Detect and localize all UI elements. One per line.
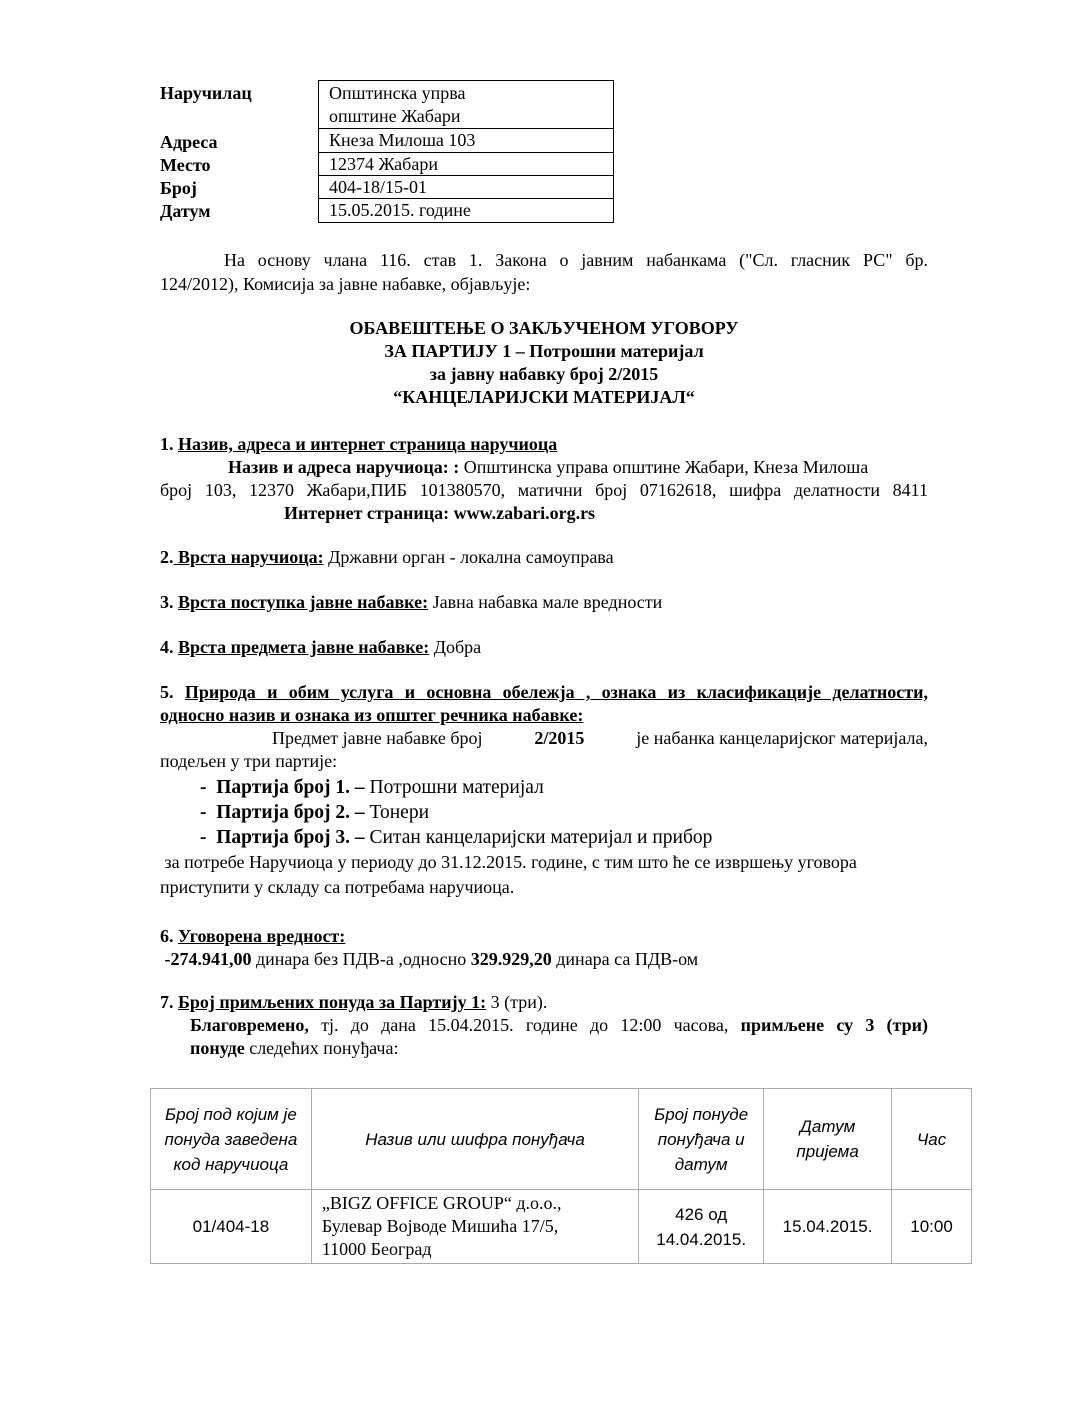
deadline-text: тј. до дана 15.04.2015. године до 12:00 часова, (308, 1015, 741, 1035)
header-registration-number: Број под којим је понуда заведена код наручиоца (151, 1089, 312, 1190)
table-row (151, 1190, 972, 1264)
section-7-value: 3 (три). (486, 992, 548, 1012)
received-text: примљене су 3 (три) (740, 1015, 928, 1035)
offers-label: понуде (190, 1038, 245, 1058)
section-2 (160, 546, 614, 569)
lot-1-text: Потрошни материјал (364, 777, 544, 798)
section-7-title: Број примљених понуда за Партију 1: (178, 992, 487, 1012)
header-bidder-name: Назив или шифра понуђача (311, 1089, 638, 1190)
section-4-title: Врста предмета јавне набавке: (178, 637, 430, 657)
website: Интернет страница: www.zabari.org.rs (284, 503, 596, 523)
procurement-number: 2/2015 (534, 728, 585, 748)
lot-2-text: Тонери (364, 802, 430, 823)
section-7-line2 (190, 1037, 398, 1060)
offer-number-line2: 14.04.2015. (656, 1229, 747, 1249)
section-3-value: Јавна набавка мале вредности (432, 592, 663, 612)
title-line1: ОБАВЕШТЕЊЕ О ЗАКЉУЧЕНОМ УГОВОРУ (349, 318, 739, 338)
label-number: Број (160, 178, 197, 198)
section-3-title: Врста поступка јавне набавке: (178, 592, 429, 612)
client-name-text: Општинска управа општине Жабари, Кнеза Милоша (463, 457, 869, 477)
number-cell: 404-18/15-01 (319, 176, 613, 199)
section-2-title: Врста наручиоца: (173, 547, 324, 567)
label-client: Наручилац (160, 83, 252, 103)
contract-value (160, 948, 698, 971)
client-line1: Општинска упрва (329, 83, 466, 103)
value-end-text: динара са ПДВ-ом (551, 949, 699, 969)
value-with-vat: 329.929,20 (470, 949, 552, 969)
label-address: Адреса (160, 132, 218, 152)
label-date: Датум (160, 201, 211, 221)
bids-table (150, 1088, 972, 1264)
lot-item-3: - Партија број 3. – Ситан канцеларијски материјал и прибор (200, 827, 713, 848)
section-4-value: Добра (433, 637, 482, 657)
section-6-title: Уговорена вредност: (178, 926, 346, 946)
section-4 (160, 636, 481, 659)
section-1-heading (160, 433, 557, 456)
label-place: Место (160, 155, 211, 175)
section-5-title: Природа и обим услуга и основна обележја , ознака из класификације делатности, (184, 682, 929, 702)
section-6-heading (160, 925, 345, 948)
section-1-title: Назив, адреса и интернет страница наручиоца (178, 434, 558, 454)
lot-3-text: Ситан канцеларијски материјал и прибор (364, 827, 713, 848)
client-line2: општине Жабари (329, 106, 461, 126)
section-7-heading (160, 991, 547, 1014)
section-6-number: 6. (160, 926, 174, 946)
lot-1-label: Партија број 1. – (216, 777, 365, 798)
section-1-number: 1. (160, 434, 174, 454)
cell-time: 10:00 (892, 1190, 972, 1264)
bidder-name-line2: Булевар Војводе Мишића 17/5, (321, 1216, 559, 1236)
lot-item-1: - Партија број 1. – Потрошни материјал (200, 777, 544, 798)
client-cell (319, 81, 613, 129)
lot-item-2: - Партија број 2. – Тонери (200, 802, 430, 823)
section-5-p4: приступити у складу са потребама наручиоца. (160, 877, 515, 897)
title-line3: за јавну набавку број 2/2015 (429, 364, 659, 384)
client-name-label: Назив и адреса наручиоца: : (228, 457, 460, 477)
intro-line2: 124/2012), Комисија за јавне набавке, објављује: (160, 274, 531, 294)
date-cell: 15.05.2015. године (329, 200, 471, 220)
subject-text-end: је набанка канцеларијског материјала, (636, 728, 928, 748)
bidders-text: следећих понуђача: (244, 1038, 399, 1058)
header-offer-number: Број понуде понуђача и датум (639, 1089, 764, 1190)
lot-2-label: Партија број 2. – (216, 802, 365, 823)
bidder-name-line3: 11000 Београд (321, 1239, 432, 1259)
section-3-number: 3. (160, 592, 174, 612)
section-5-heading2: односно назив и ознака из општег речника набавке: (160, 705, 584, 725)
lot-3-label: Партија број 3. – (216, 827, 365, 848)
section-2-value: Државни орган - локална самоуправа (328, 547, 614, 567)
timely-label: Благовремено, (190, 1015, 309, 1035)
intro-line1: На основу члана 116. став 1. Закона о јавним набанкама ("Сл. гласник РС" бр. (224, 250, 928, 270)
section-5-heading1 (160, 681, 928, 704)
section-7-number: 7. (160, 992, 174, 1012)
offer-number-line1: 426 од (675, 1204, 728, 1224)
subject-text: Предмет јавне набавке број (272, 728, 483, 748)
section-1-line1 (228, 456, 868, 479)
section-5-p3: за потребе Наручиоца у периоду до 31.12.2015. године, с тим што ће се извршењу уговора (160, 852, 857, 872)
value-mid-text: динара без ПДВ-а ,односно (251, 949, 471, 969)
cell-receipt-date: 15.04.2015. (764, 1190, 892, 1264)
value-without-vat: -274.941,00 (160, 949, 252, 969)
header-info-box (318, 80, 614, 223)
header-time: Час (892, 1089, 972, 1190)
address-cell: Кнеза Милоша 103 (319, 129, 613, 153)
section-5-p2: подељен у три партије: (160, 751, 338, 771)
section-2-number: 2. (160, 547, 174, 567)
section-3 (160, 591, 662, 614)
title-line2: ЗА ПАРТИЈУ 1 – Потрошни материјал (384, 341, 704, 361)
cell-registration-number: 01/404-18 (151, 1190, 312, 1264)
cell-offer-number (639, 1190, 764, 1264)
place-cell: 12374 Жабари (319, 153, 613, 176)
header-receipt-date: Датум пријема (764, 1089, 892, 1190)
section-5-number: 5. (160, 682, 174, 702)
section-7-line1 (190, 1014, 928, 1037)
cell-bidder-name (311, 1190, 638, 1264)
bidder-name-line1: „BIGZ OFFICE GROUP“ д.о.о., (321, 1193, 562, 1213)
section-1-line2: број 103, 12370 Жабари,ПИБ 101380570, матични број 07162618, шифра делатности 8411 (160, 480, 928, 500)
section-4-number: 4. (160, 637, 174, 657)
title-line4: “КАНЦЕЛАРИЈСКИ МАТЕРИЈАЛ“ (393, 387, 695, 407)
section-5-p1 (272, 727, 928, 750)
table-header-row (151, 1089, 972, 1190)
